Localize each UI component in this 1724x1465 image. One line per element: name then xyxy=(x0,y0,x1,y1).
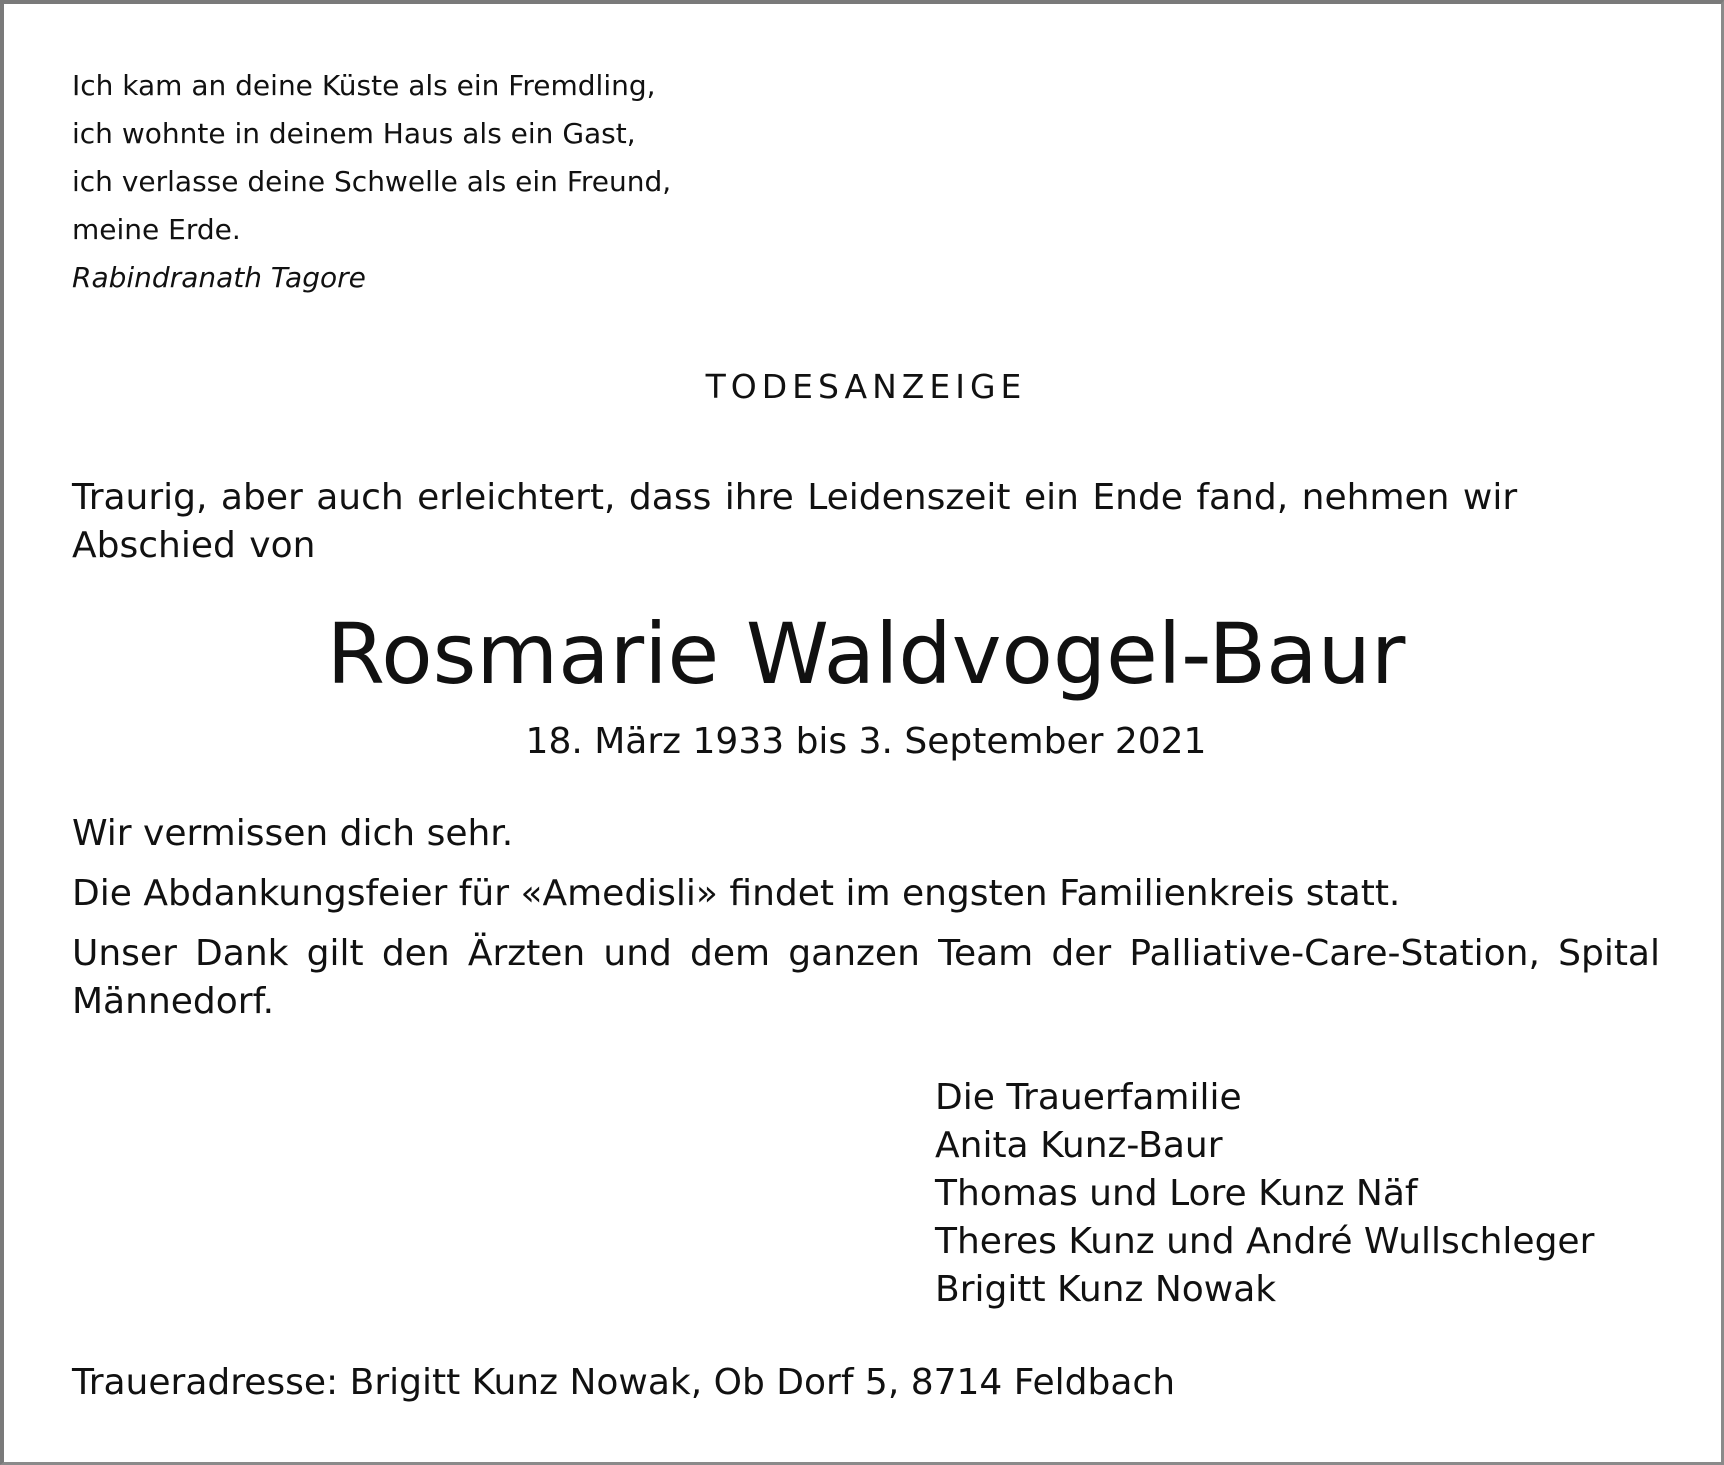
poem-line: meine Erde. xyxy=(72,213,241,246)
family-member: Thomas und Lore Kunz Näf xyxy=(935,1173,1418,1214)
miss-you-text: Wir vermissen dich sehr. xyxy=(72,813,514,854)
mourning-family-list xyxy=(935,1074,1594,1314)
family-member: Brigitt Kunz Nowak xyxy=(935,1269,1277,1310)
poem-line: ich wohnte in deinem Haus als ein Gast, xyxy=(72,117,636,150)
family-heading: Die Trauerfamilie xyxy=(935,1077,1242,1118)
poem-line: ich verlasse deine Schwelle als ein Freund, xyxy=(72,165,672,198)
mourning-address: Traueradresse: Brigitt Kunz Nowak, Ob Dorf 5, 8714 Feldbach xyxy=(72,1362,1176,1403)
family-member: Anita Kunz-Baur xyxy=(935,1125,1223,1166)
life-dates: 18. März 1933 bis 3. September 2021 xyxy=(525,721,1207,762)
thanks-text: Unser Dank gilt den Ärzten und dem ganzen Team der Palliative-Care-Station, Spital Männedorf. xyxy=(72,933,1660,1022)
intro-text: Traurig, aber auch erleichtert, dass ihre Leidenszeit ein Ende fand, nehmen wir Abschied von xyxy=(72,477,1518,566)
family-member: Theres Kunz und André Wullschleger xyxy=(935,1221,1595,1262)
deceased-name: Rosmarie Waldvogel-Baur xyxy=(326,605,1406,703)
poem-quote xyxy=(72,62,671,302)
message-body xyxy=(72,810,1660,1038)
ceremony-text: Die Abdankungsfeier für «Amedisli» findet im engsten Familienkreis statt. xyxy=(72,873,1401,914)
poem-author: Rabindranath Tagore xyxy=(72,261,366,294)
notice-type-heading: TODESANZEIGE xyxy=(705,367,1027,406)
poem-line: Ich kam an deine Küste als ein Fremdling, xyxy=(72,69,656,102)
